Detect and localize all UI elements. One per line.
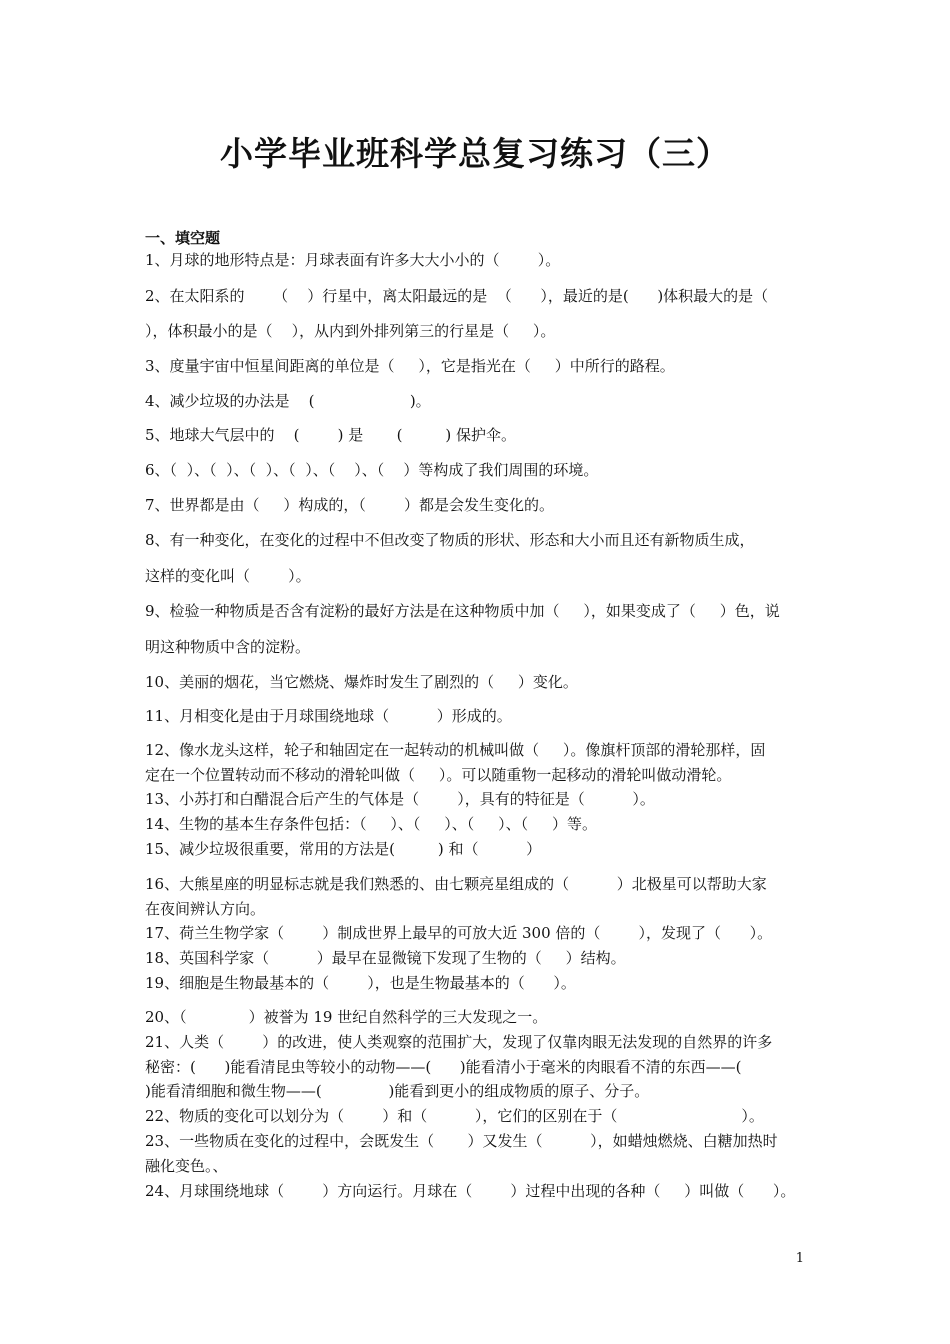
section-heading: 一、填空题 <box>145 229 221 247</box>
question-line: 22、物质的变化可以划分为（ ）和（ ），它们的区别在于（ ）。 <box>145 1107 764 1125</box>
question-line: 16、大熊星座的明显标志就是我们熟悉的、由七颗亮星组成的（ ）北极星可以帮助大家 <box>145 875 767 893</box>
question-line: 6、（ ）、（ ）、（ ）、（ ）、（ ）、（ ）等构成了我们周围的环境。 <box>145 461 599 479</box>
question-line: 17、荷兰生物学家（ ）制成世界上最早的可放大近 300 倍的（ ），发现了（ ）。 <box>145 924 773 942</box>
question-line: 8、有一种变化，在变化的过程中不但改变了物质的形状、形态和大小而且还有新物质生成， <box>145 531 755 549</box>
question-line: 21、人类（ ）的改进，使人类观察的范围扩大，发现了仅靠肉眼无法发现的自然界的许多 <box>145 1033 773 1051</box>
question-line: 3、度量宇宙中恒星间距离的单位是（ ），它是指光在（ ）中所行的路程。 <box>145 357 675 375</box>
question-line: 24、月球围绕地球（ ）方向运行。月球在（ ）过程中出现的各种（ ）叫做（ ）。 <box>145 1182 796 1200</box>
question-line: 11、月相变化是由于月球围绕地球（ ）形成的。 <box>145 707 512 725</box>
question-line: 2、在太阳系的 （ ）行星中，离太阳最远的是 （ ），最近的是( )体积最大的是（ <box>145 287 769 305</box>
page-title: 小学毕业班科学总复习练习（三） <box>220 134 730 173</box>
question-line: 14、生物的基本生存条件包括：（ ）、（ ）、（ ）、（ ）等。 <box>145 815 597 833</box>
question-line: 9、检验一种物质是否含有淀粉的最好方法是在这种物质中加（ ），如果变成了（ ）色，说 <box>145 602 780 620</box>
question-line: 明这种物质中含的淀粉。 <box>145 638 311 656</box>
question-line: 18、英国科学家（ ）最早在显微镜下发现了生物的（ ）结构。 <box>145 949 626 967</box>
question-line: 7、世界都是由（ ）构成的，（ ）都是会发生变化的。 <box>145 496 555 514</box>
question-line: 13、小苏打和白醋混合后产生的气体是（ ），具有的特征是（ ）。 <box>145 790 655 808</box>
question-line: 1、月球的地形特点是：月球表面有许多大大小小的（ ）。 <box>145 251 561 269</box>
question-line: 秘密：( )能看清昆虫等较小的动物——( )能看清小于毫米的肉眼看不清的东西——( <box>145 1058 742 1076</box>
question-line: ），体积最小的是（ ），从内到外排列第三的行星是（ ）。 <box>145 322 556 340</box>
question-line: 15、减少垃圾很重要，常用的方法是( ) 和（ ） <box>145 840 542 858</box>
question-line: 在夜间辨认方向。 <box>145 900 266 918</box>
question-line: 这样的变化叫（ ）。 <box>145 567 311 585</box>
question-line: 20、（ ）被誉为 19 世纪自然科学的三大发现之一。 <box>145 1008 548 1026</box>
question-line: 19、细胞是生物最基本的（ ），也是生物最基本的（ ）。 <box>145 974 576 992</box>
question-line: 10、美丽的烟花，当它燃烧、爆炸时发生了剧烈的（ ）变化。 <box>145 673 578 691</box>
page-number: 1 <box>795 1251 804 1266</box>
question-line: )能看清细胞和微生物——( )能看到更小的组成物质的原子、分子。 <box>145 1082 650 1100</box>
question-line: 融化变色。、 <box>145 1157 228 1175</box>
question-line: 23、一些物质在变化的过程中，会既发生（ ）又发生（ ），如蜡烛燃烧、白糖加热时 <box>145 1132 778 1150</box>
question-line: 4、减少垃圾的办法是 ( )。 <box>145 392 431 410</box>
question-line: 定在一个位置转动而不移动的滑轮叫做（ ）。可以随重物一起移动的滑轮叫做动滑轮。 <box>145 766 732 784</box>
question-line: 5、地球大气层中的 ( ) 是 ( ) 保护伞。 <box>145 426 516 444</box>
question-line: 12、像水龙头这样，轮子和轴固定在一起转动的机械叫做（ ）。像旗杆顶部的滑轮那样，固 <box>145 741 766 759</box>
